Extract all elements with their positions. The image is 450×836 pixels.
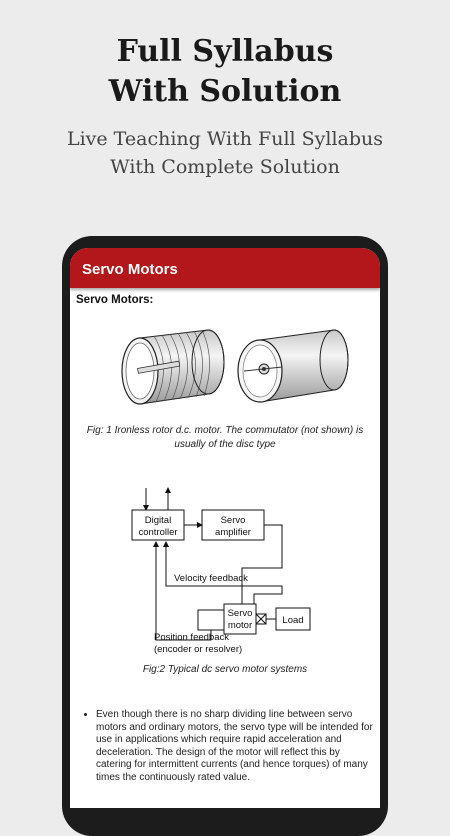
app-bar-title: Servo Motors <box>82 261 178 278</box>
position-feedback-label-line2: (encoder or resolver) <box>154 644 243 655</box>
promo-title-line1: Full Syllabus <box>116 34 334 69</box>
figure-servo-system-diagram <box>76 480 374 655</box>
promo-title-line2: With Solution <box>108 74 342 109</box>
phone-side-button-left-lower <box>62 470 68 550</box>
amplifier-label-line1: Servo <box>220 515 246 526</box>
article-bullet-item: • Even though there is no sharp dividing line between servo motors and ordinary motors, the servo type will be intended for use in applications which require rapid acceleration and deceleration. The design of the motor will reflect this by catering for intermittent currents (and hence torques) of many times the continuously rated value. <box>96 709 374 784</box>
velocity-feedback-label: Velocity feedback <box>174 573 248 584</box>
promo-subtitle <box>0 125 450 181</box>
figure-1-caption: Fig: 1 Ironless rotor d.c. motor. The commutator (not shown) is usually of the disc type <box>86 425 364 450</box>
article-content[interactable] <box>70 288 380 784</box>
rotor-cylinder-left <box>122 330 224 404</box>
app-bar <box>70 248 380 288</box>
figure-2-caption: Fig:2 Typical dc servo motor systems <box>142 664 308 675</box>
phone-side-button-left <box>62 322 68 442</box>
controller-label-line1: Digital <box>144 515 172 526</box>
promo-title <box>0 32 450 112</box>
figure-ironless-rotor-image <box>76 320 374 420</box>
position-feedback-label-line1: Position feedback <box>154 632 229 643</box>
article-heading: Servo Motors: <box>76 294 154 306</box>
article-bullet-list <box>76 709 374 784</box>
promo-subtitle-line1: Live Teaching With Full Syllabus <box>66 128 384 150</box>
motor-label-line1: Servo <box>227 608 253 619</box>
phone-side-button-right <box>382 356 388 424</box>
rotor-cylinder-right <box>238 330 348 402</box>
controller-label-line2: controller <box>138 527 178 538</box>
phone-screen <box>70 248 380 808</box>
load-label: Load <box>282 615 304 626</box>
motor-label-line2: motor <box>227 620 253 631</box>
promo-subtitle-line2: With Complete Solution <box>110 156 340 178</box>
amplifier-label-line2: amplifier <box>215 527 251 538</box>
